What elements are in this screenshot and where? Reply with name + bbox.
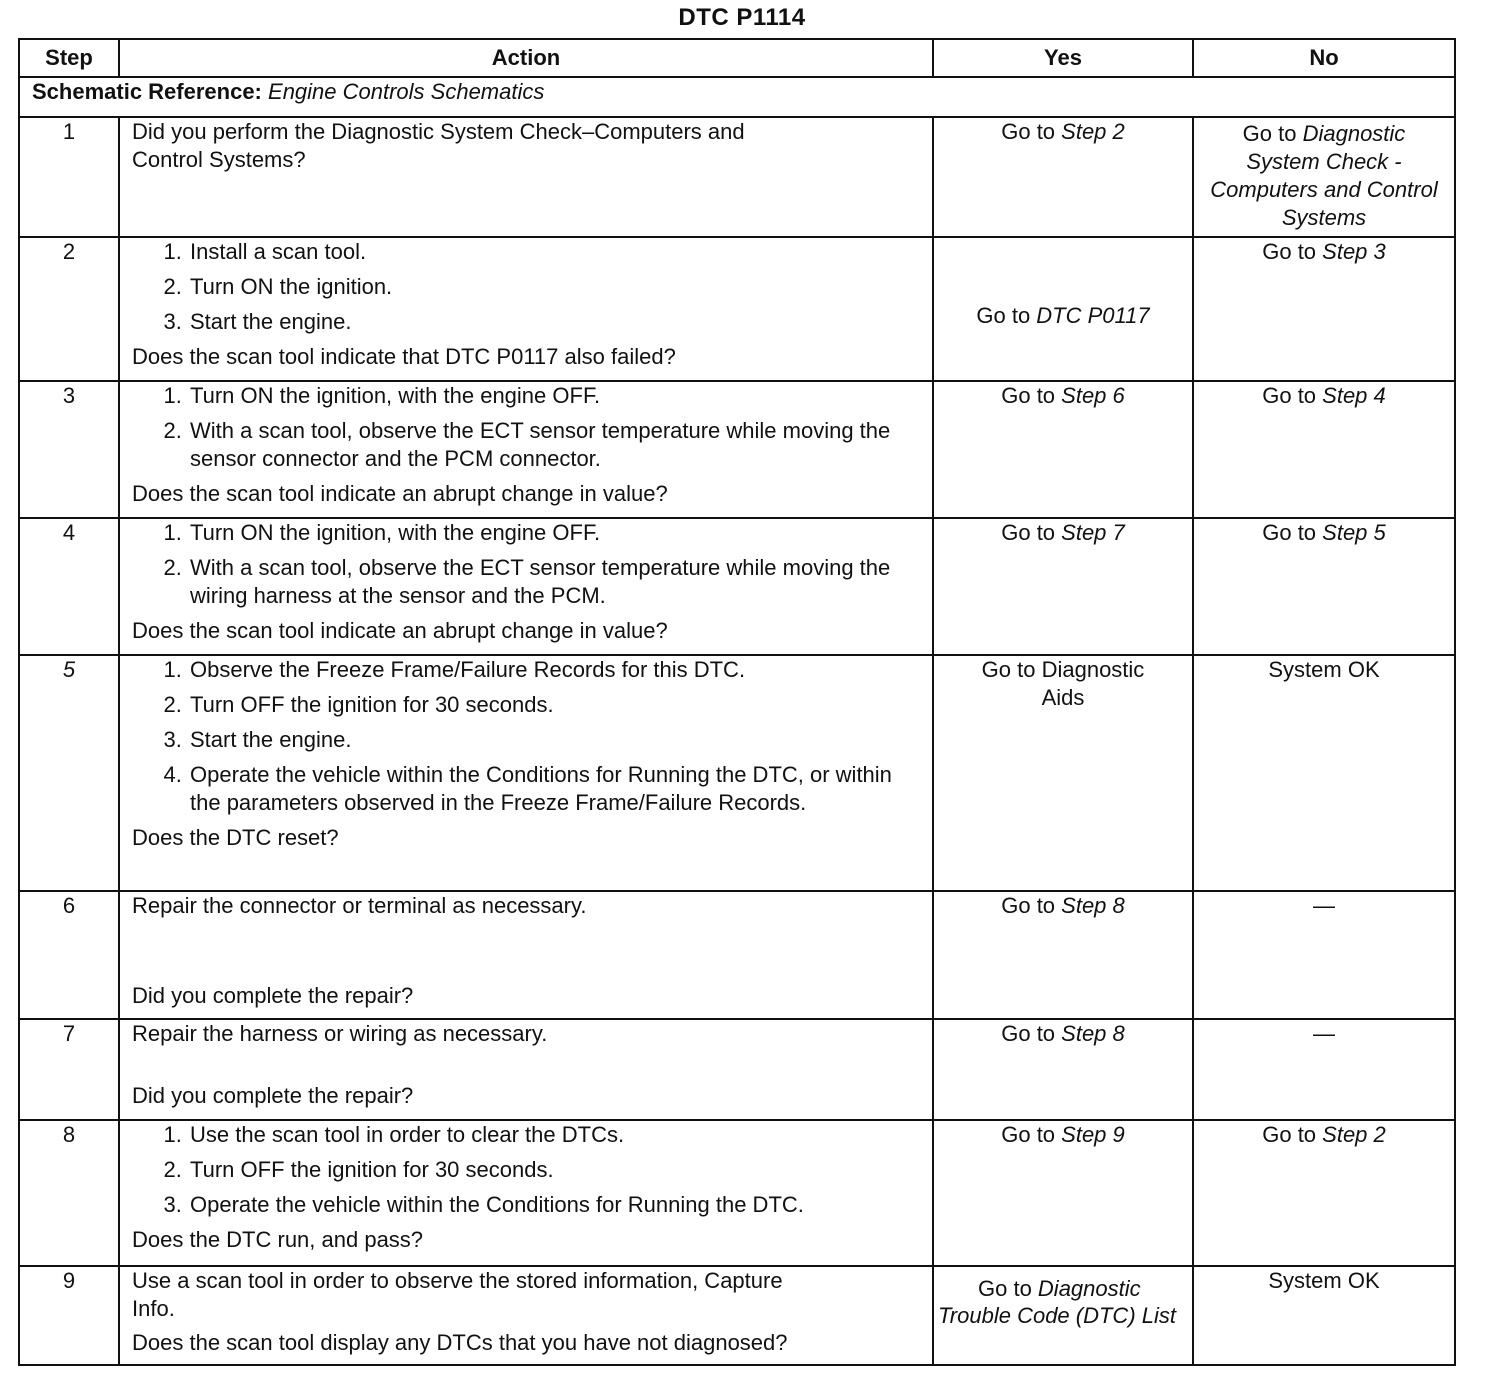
yes-link[interactable]: Step 2 <box>1061 119 1125 144</box>
yes-cell[interactable]: Go to DTC P0117 <box>933 237 1193 381</box>
no-cell[interactable]: Go to Step 3 <box>1193 237 1455 381</box>
action-question: Does the scan tool indicate an abrupt change in value? <box>132 481 668 506</box>
action-cell <box>119 381 933 518</box>
step-number: 9 <box>19 1266 119 1365</box>
step-number: 1 <box>19 117 119 237</box>
page-title: DTC P1114 <box>678 4 806 31</box>
yes-cell[interactable]: Go to Step 6 <box>933 381 1193 518</box>
action-list <box>132 656 920 817</box>
yes-cell[interactable]: Go to Diagnostic Aids <box>933 655 1193 891</box>
schematic-reference-link[interactable]: Engine Controls Schematics <box>268 79 545 104</box>
table-row <box>19 891 1455 1019</box>
action-cell <box>119 237 933 381</box>
action-cell <box>119 891 933 1019</box>
list-item: 4. Operate the vehicle within the Conditions for Running the DTC, or within the parameters observed in the Freeze Frame/Failure Records. <box>188 761 920 817</box>
no-cell[interactable]: Go to Step 4 <box>1193 381 1455 518</box>
action-cell <box>119 518 933 655</box>
header-yes: Yes <box>933 39 1193 77</box>
yes-link[interactable]: DTC P0117 <box>1036 303 1150 328</box>
table-row <box>19 1120 1455 1266</box>
action-question: Did you complete the repair? <box>132 1083 414 1108</box>
list-item: 1. Turn ON the ignition, with the engine OFF. <box>188 519 920 547</box>
action-statement: Repair the harness or wiring as necessary. <box>132 1021 548 1046</box>
schematic-reference-row <box>19 77 1455 117</box>
step-number: 7 <box>19 1019 119 1120</box>
yes-cell[interactable]: Go to Step 9 <box>933 1120 1193 1266</box>
action-cell <box>119 1019 933 1120</box>
header-row <box>19 39 1455 77</box>
diagnostic-table <box>18 38 1456 1366</box>
action-question: Does the DTC reset? <box>132 825 339 850</box>
action-cell <box>119 117 933 237</box>
action-question: Does the DTC run, and pass? <box>132 1227 424 1252</box>
action-cell <box>119 1266 933 1365</box>
table-row <box>19 381 1455 518</box>
table-row <box>19 518 1455 655</box>
yes-link[interactable]: Diagnostic Trouble Code (DTC) List <box>938 1276 1176 1328</box>
table-row <box>19 117 1455 237</box>
yes-link[interactable]: Step 6 <box>1061 383 1125 408</box>
list-item: 3. Start the engine. <box>188 726 920 754</box>
no-link[interactable]: Step 2 <box>1322 1122 1386 1147</box>
no-link[interactable]: Step 3 <box>1322 239 1386 264</box>
list-item: 2. Turn OFF the ignition for 30 seconds. <box>188 1156 920 1184</box>
action-question: Did you complete the repair? <box>132 983 414 1008</box>
table-row <box>19 237 1455 381</box>
list-item: 2. With a scan tool, observe the ECT sensor temperature while moving the sensor connector and the PCM connector. <box>188 417 920 473</box>
yes-link[interactable]: Step 8 <box>1061 1021 1125 1046</box>
action-cell <box>119 1120 933 1266</box>
schematic-reference <box>19 77 1455 117</box>
schematic-reference-label: Schematic Reference: <box>32 79 262 104</box>
list-item: 1. Use the scan tool in order to clear the DTCs. <box>188 1121 920 1149</box>
action-list <box>132 519 920 610</box>
yes-link[interactable]: Step 7 <box>1061 520 1125 545</box>
yes-link[interactable]: Step 9 <box>1061 1122 1125 1147</box>
table-row <box>19 655 1455 891</box>
yes-cell[interactable]: Go to Step 8 <box>933 891 1193 1019</box>
no-cell: — <box>1193 891 1455 1019</box>
no-cell: — <box>1193 1019 1455 1120</box>
yes-cell[interactable]: Go to Step 8 <box>933 1019 1193 1120</box>
table-row <box>19 1266 1455 1365</box>
action-statement: Use a scan tool in order to observe the stored information, Capture Info. <box>132 1268 783 1321</box>
list-item: 2. Turn ON the ignition. <box>188 273 920 301</box>
step-number: 3 <box>19 381 119 518</box>
list-item: 2. Turn OFF the ignition for 30 seconds. <box>188 691 920 719</box>
header-step: Step <box>19 39 119 77</box>
yes-cell[interactable]: Go to Step 7 <box>933 518 1193 655</box>
action-list <box>132 1121 920 1219</box>
list-item: 1. Turn ON the ignition, with the engine OFF. <box>188 382 920 410</box>
action-statement: Did you perform the Diagnostic System Check–Computers and Control Systems? <box>132 119 745 172</box>
step-number: 5 <box>19 655 119 891</box>
list-item: 1. Install a scan tool. <box>188 238 920 266</box>
yes-cell[interactable]: Go to Step 2 <box>933 117 1193 237</box>
action-statement: Repair the connector or terminal as necessary. <box>132 893 587 918</box>
no-cell[interactable]: Go to Diagnostic System Check - Computers and Control Systems <box>1193 117 1455 237</box>
action-question: Does the scan tool display any DTCs that you have not diagnosed? <box>132 1330 788 1355</box>
step-number: 6 <box>19 891 119 1019</box>
action-question: Does the scan tool indicate that DTC P0117 also failed? <box>132 344 676 369</box>
no-link[interactable]: Step 5 <box>1322 520 1386 545</box>
header-no: No <box>1193 39 1455 77</box>
no-link[interactable]: Step 4 <box>1322 383 1386 408</box>
step-number: 4 <box>19 518 119 655</box>
action-question: Does the scan tool indicate an abrupt change in value? <box>132 618 668 643</box>
table-row <box>19 1019 1455 1120</box>
action-list <box>132 238 920 336</box>
action-cell <box>119 655 933 891</box>
yes-link[interactable]: Step 8 <box>1061 893 1125 918</box>
list-item: 1. Observe the Freeze Frame/Failure Records for this DTC. <box>188 656 920 684</box>
no-cell[interactable]: Go to Step 5 <box>1193 518 1455 655</box>
list-item: 3. Start the engine. <box>188 308 920 336</box>
list-item: 2. With a scan tool, observe the ECT sensor temperature while moving the wiring harness at the sensor and the PCM. <box>188 554 920 610</box>
no-cell: System OK <box>1193 655 1455 891</box>
no-cell[interactable]: Go to Step 2 <box>1193 1120 1455 1266</box>
action-list <box>132 382 920 473</box>
no-cell: System OK <box>1193 1266 1455 1365</box>
yes-cell[interactable]: Go to Diagnostic Trouble Code (DTC) List <box>933 1266 1193 1365</box>
step-number: 2 <box>19 237 119 381</box>
list-item: 3. Operate the vehicle within the Conditions for Running the DTC. <box>188 1191 920 1219</box>
header-action: Action <box>119 39 933 77</box>
step-number: 8 <box>19 1120 119 1266</box>
no-link[interactable]: Diagnostic System Check - Computers and Control Systems <box>1210 121 1438 230</box>
